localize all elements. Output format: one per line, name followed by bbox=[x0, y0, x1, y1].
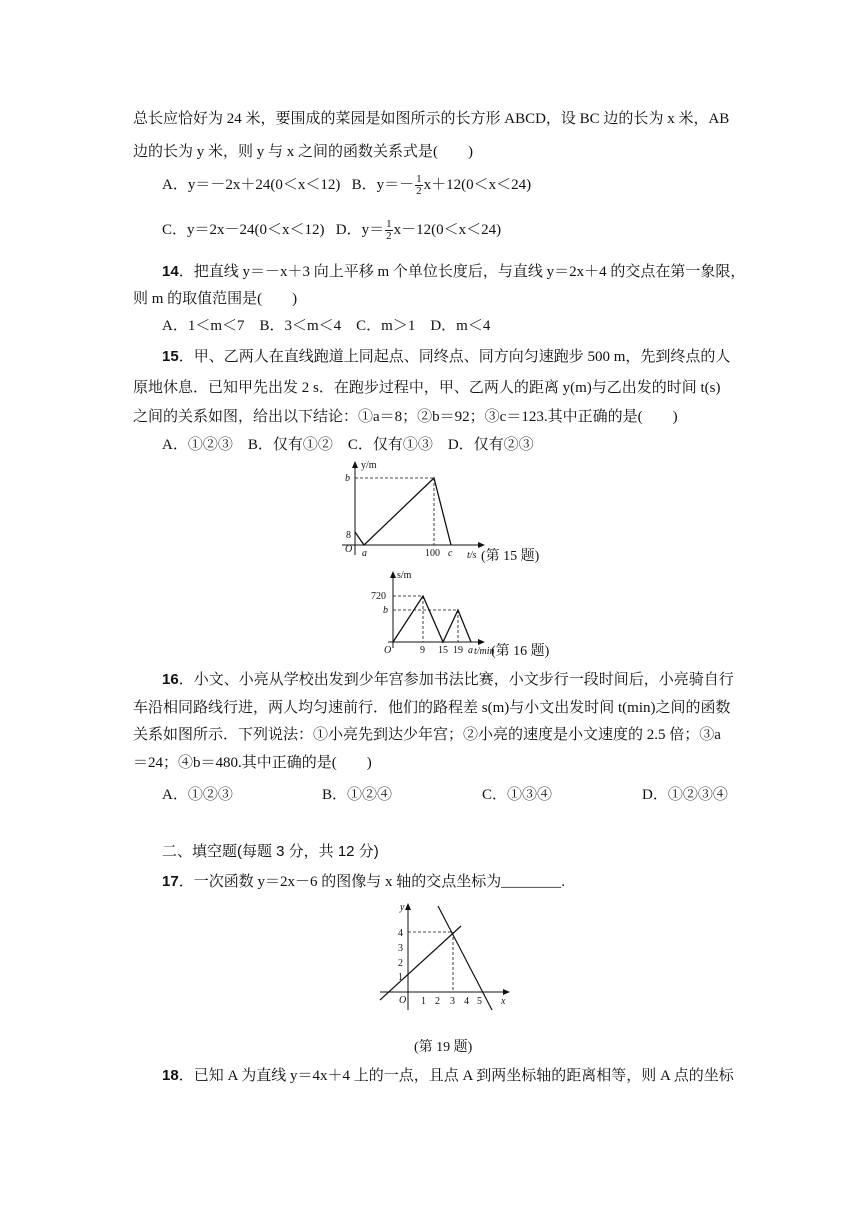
fig15-y-label: y/m bbox=[361, 460, 377, 471]
q13-line1: 总长应恰好为 24 米，要围成的菜园是如图所示的长方形 ABCD，设 BC 边的长为 x 米，AB bbox=[133, 111, 730, 127]
fig16-origin-label: O bbox=[384, 645, 392, 656]
q15-options: A．①②③ B．仅有①② C．仅有①③ D．仅有②③ bbox=[162, 437, 534, 453]
fig19-x-label: x bbox=[501, 996, 506, 1007]
q17-number: 17 bbox=[162, 873, 179, 890]
fig15-y-arrow bbox=[352, 461, 358, 468]
fig15-t-label: t/s bbox=[467, 550, 477, 561]
fig19-origin: O bbox=[399, 995, 407, 1006]
fig19-line-1 bbox=[380, 926, 461, 1000]
q15-number: 15 bbox=[162, 348, 179, 365]
fig16-s-label: s/m bbox=[397, 570, 412, 581]
q16-number: 16 bbox=[162, 671, 179, 688]
fig19-x2: 2 bbox=[435, 996, 440, 1007]
fig19-y4: 4 bbox=[398, 928, 403, 939]
fig16-19-label: 19 bbox=[453, 645, 463, 656]
q18-number: 18 bbox=[162, 1067, 179, 1084]
fig19-x5: 5 bbox=[477, 996, 482, 1007]
q14-number: 14 bbox=[162, 263, 179, 280]
q14-line1: 14．把直线 y＝－x＋3 向上平移 m 个单位长度后，与直线 y＝2x＋4 的交点在第一象限， bbox=[162, 263, 746, 280]
fig16-9-label: 9 bbox=[420, 645, 425, 656]
fig15-origin-label: O bbox=[345, 544, 353, 555]
q16-option-d: D．①②③④ bbox=[642, 787, 728, 803]
figure-16 bbox=[370, 570, 495, 660]
fig16-t-arrow bbox=[478, 639, 485, 645]
figure-15 bbox=[330, 460, 490, 560]
fig16-720-label: 720 bbox=[371, 591, 386, 602]
fig16-caption: (第 16 题) bbox=[491, 644, 550, 659]
fig16-t-label: t/min bbox=[474, 646, 495, 657]
fig15-graph-line bbox=[355, 478, 451, 545]
q13-option-d-fraction: $\frac{1}{2}$ bbox=[386, 218, 392, 242]
fig19-x3: 3 bbox=[450, 996, 455, 1007]
fig19-y3: 3 bbox=[398, 943, 403, 954]
fig19-y2: 2 bbox=[398, 958, 403, 969]
q16-line3: 关系如图所示．下列说法：①小亮先到达少年宫；②小亮的速度是小文速度的 2.5 倍；③a bbox=[133, 727, 721, 743]
fig16-15-label: 15 bbox=[438, 645, 448, 656]
q13-option-b-fraction: $\frac{1}{2}$ bbox=[416, 173, 422, 197]
q13-option-c: C．y＝2x－24(0＜x＜12) bbox=[162, 221, 325, 238]
q18-line: 18．已知 A 为直线 y＝4x＋4 上的一点，且点 A 到两坐标轴的距离相等，则 A 点的坐标 bbox=[162, 1067, 734, 1084]
q13-option-a: A．y＝－2x＋24(0＜x＜12) bbox=[162, 176, 341, 193]
fig19-x1: 1 bbox=[421, 996, 426, 1007]
fig19-x-arrow bbox=[503, 989, 510, 995]
q16-line4: ＝24；④b＝480.其中正确的是( ) bbox=[133, 755, 372, 771]
q14-line2: 则 m 的取值范围是( ) bbox=[133, 291, 298, 307]
fig19-x4: 4 bbox=[464, 996, 469, 1007]
fig15-c-label: c bbox=[448, 548, 453, 559]
q13-option-b-prefix: B．y＝－ bbox=[351, 176, 415, 193]
q16-line1: 16．小文、小亮从学校出发到少年宫参加书法比赛，小文步行一段时间后，小亮骑自行 bbox=[162, 671, 734, 688]
fig16-b-label: b bbox=[383, 605, 388, 616]
q15-line1: 15．甲、乙两人在直线跑道上同起点、同终点、同方向匀速跑步 500 m，先到终点的人 bbox=[162, 348, 731, 365]
q13-options-ab bbox=[162, 174, 531, 197]
fig19-y1: 1 bbox=[398, 972, 403, 983]
fig15-b-label: b bbox=[345, 473, 350, 484]
figure-19 bbox=[378, 900, 518, 1012]
q13-option-b-suffix: x＋12(0＜x＜24) bbox=[423, 176, 532, 193]
q15-line3: 之间的关系如图，给出以下结论：①a＝8；②b＝92；③c＝123.其中正确的是( ) bbox=[133, 409, 678, 425]
q13-option-d-prefix: D．y＝ bbox=[335, 221, 385, 238]
fig19-line-2 bbox=[438, 906, 492, 1010]
q16-line2: 车沿相同路线行进，两人均匀速前行．他们的路程差 s(m)与小文出发时间 t(min)之间的函数 bbox=[133, 700, 731, 716]
q13-options-cd bbox=[162, 219, 501, 242]
fig19-y-arrow bbox=[405, 903, 411, 910]
fig15-caption: (第 15 题) bbox=[481, 549, 540, 564]
q16-option-a: A．①②③ bbox=[162, 787, 233, 803]
fig15-8-label: 8 bbox=[346, 530, 351, 541]
fig15-100-label: 100 bbox=[425, 548, 440, 559]
fig16-a-label: a bbox=[468, 645, 473, 656]
q17-line: 17．一次函数 y＝2x－6 的图像与 x 轴的交点坐标为________. bbox=[162, 873, 565, 890]
fig15-a-label: a bbox=[362, 548, 367, 559]
fig16-s-arrow bbox=[390, 571, 396, 578]
q15-line2: 原地休息．已知甲先出发 2 s．在跑步过程中，甲、乙两人的距离 y(m)与乙出发的时间 t(s) bbox=[133, 380, 721, 396]
fig19-caption: (第 19 题) bbox=[414, 1040, 473, 1055]
q16-option-c: C．①③④ bbox=[482, 787, 553, 803]
section-2-title: 二、填空题(每题 3 分，共 12 分) bbox=[162, 843, 379, 860]
fig19-y-label: y bbox=[400, 902, 405, 913]
fig16-graph-line bbox=[393, 596, 471, 642]
q13-line2: 边的长为 y 米，则 y 与 x 之间的函数关系式是( ) bbox=[133, 144, 473, 160]
q13-option-d-suffix: x－12(0＜x＜24) bbox=[393, 221, 502, 238]
q16-option-b: B．①②④ bbox=[322, 787, 393, 803]
q14-options: A．1＜m＜7 B．3＜m＜4 C．m＞1 D．m＜4 bbox=[162, 318, 491, 334]
